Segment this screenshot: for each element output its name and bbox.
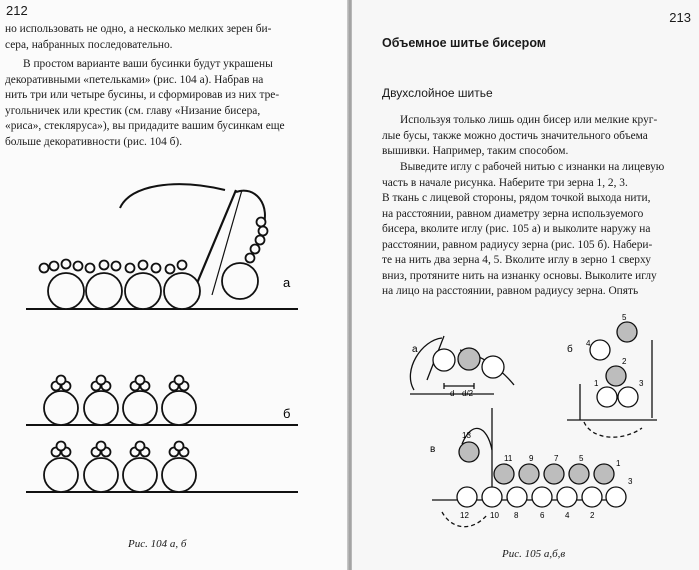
page-number-right: 213 [669, 10, 691, 25]
fig105-b-num: 1 [594, 379, 599, 388]
fig105-v-num: 8 [514, 511, 519, 520]
page-number-left: 212 [6, 3, 28, 18]
fig105-label-v: в [430, 444, 436, 455]
right-page [352, 0, 699, 570]
fig105-b-num: 4 [586, 339, 591, 348]
fig105-label-b: б [567, 344, 573, 355]
right-paragraph-2 [382, 160, 692, 300]
text-line: больше декоративности (рис. 104 б). [5, 135, 183, 148]
text-line: те на нить два зерна 4, 5. Вколите иглу в зерно 1 сверху [382, 254, 651, 266]
fig105-b-num: 5 [622, 313, 627, 322]
text-line: В ткань с лицевой стороны, рядом точкой выхода нити, [382, 192, 651, 204]
text-line: Выведите иглу с рабочей нитью с изнанки на лицевую [400, 161, 665, 173]
fig105-v-num: 7 [554, 454, 559, 463]
fig105-label-a: а [412, 344, 418, 355]
fig105-v-num: 10 [490, 511, 499, 520]
text-line: на расстоянии, равном диаметру зерна используемого [382, 207, 644, 220]
fig105-v-num: 11 [504, 454, 513, 463]
figure-104-caption: Рис. 104 а, б [128, 538, 187, 550]
text-line: вниз, протяните нить на изнанку основы. Выколите иглу [382, 269, 657, 282]
text-line: но использовать не одно, а несколько мелких зерен би- [5, 23, 272, 35]
fig105-v-num: 2 [590, 511, 595, 520]
fig105-dim-d: d [450, 389, 455, 398]
figure-label-a: а [283, 275, 291, 290]
text-line: сера, набранных последовательно. [5, 38, 173, 51]
fig105-v-num: 13 [462, 431, 471, 440]
figure-105 [352, 300, 699, 540]
text-line: угольничек или крестик (см. главу «Низание бисера, [5, 104, 261, 117]
text-line: декоративными «петельками» (рис. 104 а). Набрав на [5, 73, 264, 86]
text-line: бисера, вколите иглу (рис. 105 а) и выколите наружу на [382, 223, 651, 235]
text-line: расстоянии, равном радиусу зерна (рис. 105 б). Набери- [382, 238, 653, 251]
text-line: лые бусы, также можно достичь значительного объема [382, 129, 648, 142]
subsection-heading: Двухслойное шитье [382, 86, 493, 100]
section-heading: Объемное шитье бисером [382, 36, 547, 50]
left-page [0, 0, 349, 570]
fig105-v-num: 9 [529, 454, 534, 463]
text-line: В простом варианте ваши бусинки будут украшены [23, 58, 273, 70]
text-line: вышивки. Например, таким способом. [382, 145, 569, 157]
figure-104 [0, 150, 349, 570]
figure-105-caption: Рис. 105 а,б,в [502, 548, 566, 560]
fig105-v-num: 4 [565, 511, 570, 520]
text-line: «риса», стекляруса»), вы придадите вашим бусинкам еще [5, 120, 285, 132]
text-line: нить три или четыре бусины, и сформировав из них тре- [5, 89, 280, 101]
text-line: на лицо на расстоянии, равном радиусу зерна. Опять [382, 285, 639, 297]
text-line: Используя только лишь один бисер или мелкие круг- [400, 114, 658, 126]
fig105-v-num: 3 [628, 477, 633, 486]
fig105-b-num: 3 [639, 379, 644, 388]
fig105-v-num: 1 [616, 459, 621, 468]
fig105-b-num: 2 [622, 357, 627, 366]
left-paragraph-1 [5, 22, 323, 53]
fig105-dim-d2: d/2 [462, 389, 474, 398]
right-paragraph-1 [382, 113, 692, 160]
left-paragraph-2 [5, 57, 323, 150]
figure-label-b: б [283, 406, 291, 421]
fig105-v-num: 12 [460, 511, 469, 520]
fig105-v-num: 5 [579, 454, 584, 463]
fig105-v-num: 6 [540, 511, 545, 520]
text-line: часть в начале рисунка. Наберите три зерна 1, 2, 3. [382, 176, 628, 189]
